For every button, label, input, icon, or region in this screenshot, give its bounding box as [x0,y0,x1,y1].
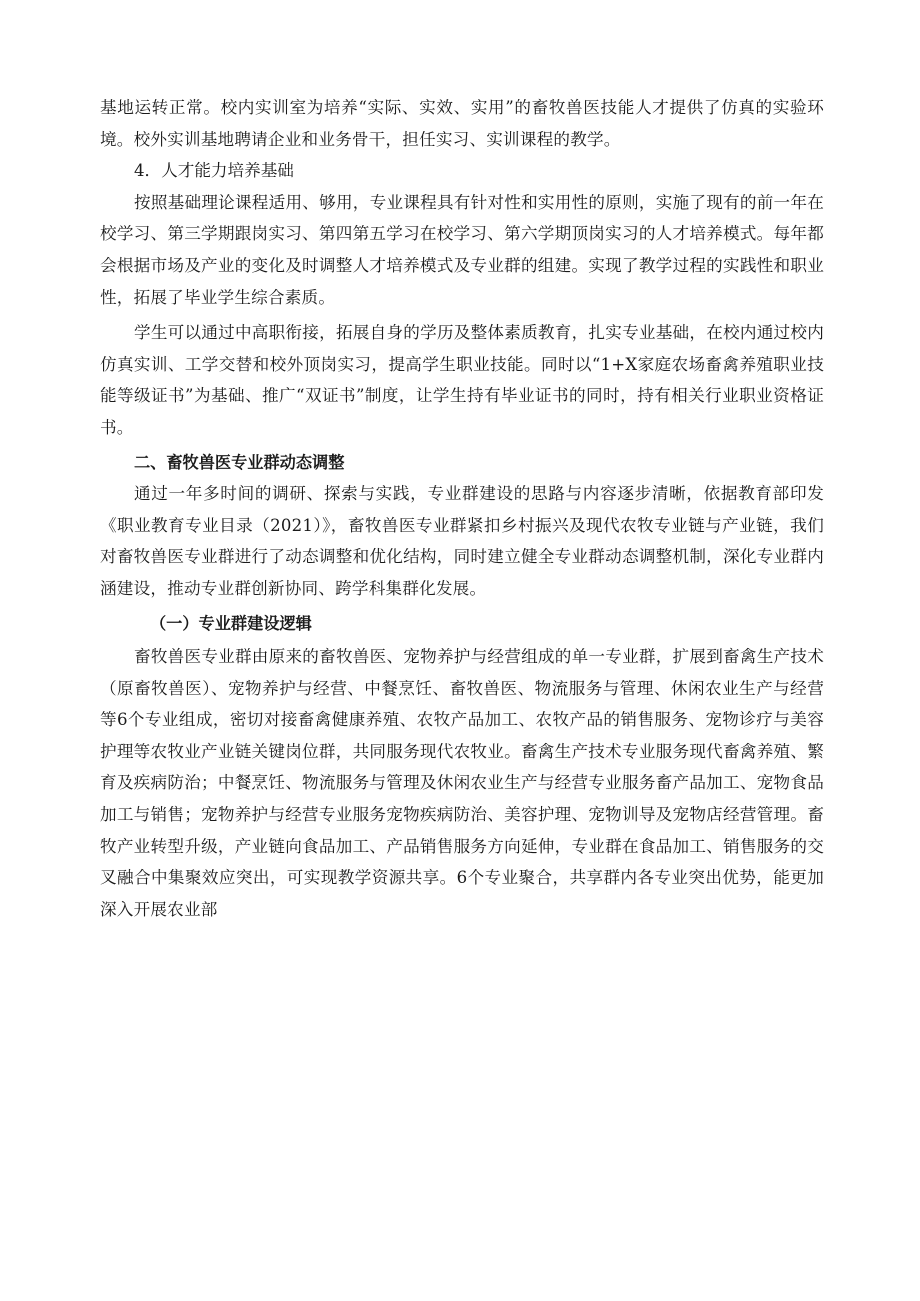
paragraph-training-mode: 按照基础理论课程适用、够用，专业课程具有针对性和实用性的原则，实施了现有的前一年在校学习、第三学期跟岗实习、第四第五学习在校学习、第六学期顶岗实习的人才培养模式。每年都会根据市场及产业的变化及时调整人才培养模式及专业群的组建。实现了教学过程的实践性和职业性，拓展了毕业学生综合素质。 [100,192,824,307]
document-page [100,92,824,925]
paragraph-student-development: 学生可以通过中高职衔接，拓展自身的学历及整体素质教育，扎实专业基础，在校内通过校内仿真实训、工学交替和校外顶岗实习，提高学生职业技能。同时以“1+X家庭农场畜禽养殖职业技能等级证书”为基础、推广“双证书”制度，让学生持有毕业证书的同时，持有相关行业职业资格证书。 [100,323,824,437]
paragraph-training-base: 基地运转正常。校内实训室为培养“实际、实效、实用”的畜牧兽医技能人才提供了仿真的实验环境。校外实训基地聘请企业和业务骨干，担任实习、实训课程的教学。 [100,98,824,149]
heading-talent-foundation: 4．人才能力培养基础 [134,161,294,181]
heading-construction-logic: （一）专业群建设逻辑 [150,613,312,633]
paragraph-dynamic-adjustment: 通过一年多时间的调研、探索与实践，专业群建设的思路与内容逐步清晰，依据教育部印发《职业教育专业目录（2021）》，畜牧兽医专业群紧扣乡村振兴及现代农牧专业链与产业链，我们对畜牧兽医专业群进行了动态调整和优化结构，同时建立健全专业群动态调整机制，深化专业群内涵建设，推动专业群创新协同、跨学科集群化发展。 [100,484,824,598]
heading-section-two: 二、畜牧兽医专业群动态调整 [134,452,345,472]
paragraph-group-logic: 畜牧兽医专业群由原来的畜牧兽医、宠物养护与经营组成的单一专业群，扩展到畜禽生产技术（原畜牧兽医）、宠物养护与经营、中餐烹饪、畜牧兽医、物流服务与管理、休闲农业生产与经营等6个专业组成，密切对接畜禽健康养殖、农牧产品加工、农牧产品的销售服务、宠物诊疗与美容护理等农牧业产业链关键岗位群，共同服务现代农牧业。畜禽生产技术专业服务现代畜禽养殖、繁育及疾病防治；中餐烹饪、物流服务与管理及休闲农业生产与经营专业服务畜产品加工、宠物食品加工与销售；宠物养护与经营专业服务宠物疾病防治、美容护理、宠物训导及宠物店经营管理。畜牧产业转型升级，产业链向食品加工、产品销售服务方向延伸，专业群在食品加工、销售服务的交叉融合中集聚效应突出，可实现教学资源共享。6个专业聚合，共享群内各专业突出优势，能更加深入开展农业部 [100,647,824,919]
